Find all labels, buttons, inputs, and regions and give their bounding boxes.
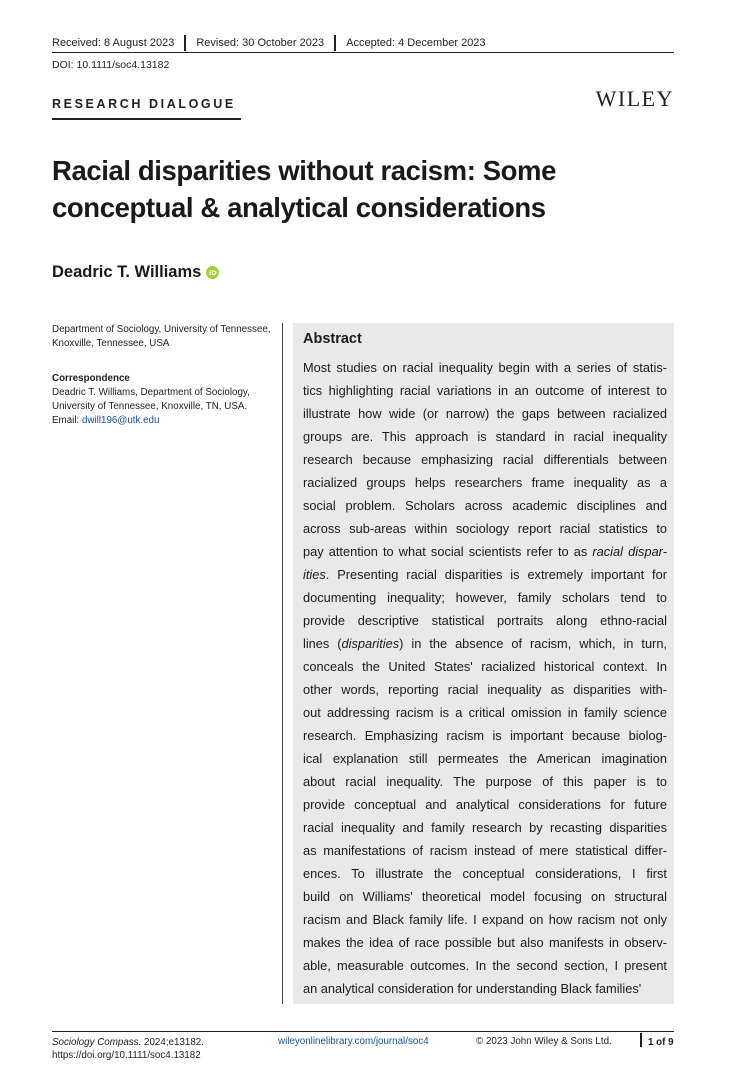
abstract-line: racial inequality and family research by recasting disparities [303,820,667,835]
abstract-line: research because emphasizing racial differentials between [303,452,667,467]
revised-date: Revised: 30 October 2023 [196,37,325,49]
abstract-line: Most studies on racial inequality begin with a series of statis- [303,360,667,375]
page-number: 1 of 9 [648,1037,674,1048]
footer-citation [52,1036,204,1062]
header-rule [52,52,674,53]
department-affiliation: Department of Sociology, University of Tennessee, Knoxville, Tennessee, USA [52,324,271,349]
footer-separator [640,1033,642,1047]
abstract-line: able, measurable outcomes. In the second section, I present [303,958,667,973]
abstract-line: social problem. Scholars across academic disciplines and [303,498,667,513]
abstract-panel [293,323,674,1004]
email-link[interactable]: dwill196@utk.edu [81,415,160,426]
received-date: Received: 8 August 2023 [52,37,175,49]
abstract-line: lines (disparities) in the absence of racism, which, in turn, [303,636,667,651]
author-line [52,263,219,282]
abstract-line: provide descriptive statistical portraits along ethno-racial [303,613,667,628]
abstract-line: ences. To illustrate the conceptual considerations, I first [303,866,667,881]
abstract-line: documenting inequality; however, family scholars tend to [303,590,667,605]
abstract-line: racism and Black family life. I expand on how racism not only [303,912,667,927]
orcid-icon-label: iD [209,268,217,277]
article-title: Racial disparities without racism: Some conceptual & analytical considerations [52,155,556,223]
date-separator [184,35,186,51]
section-underline [52,118,241,120]
abstract-line: makes the idea of race possible but also manifests in observ- [303,935,667,950]
publisher-logo: WILEY [595,86,674,111]
email-line [52,414,280,428]
abstract-line: provide conceptual and analytical considerations for future [303,797,667,812]
abstract-line: out addressing racism is a critical omission in family science [303,705,667,720]
doi-text: DOI: 10.1111/soc4.13182 [52,59,170,71]
abstract-line: about racial inequality. The purpose of this paper is to [303,774,667,789]
footer-rule [52,1031,674,1032]
accepted-date: Accepted: 4 December 2023 [346,37,486,49]
date-separator [334,35,336,51]
email-label: Email: [52,415,80,426]
abstract-line: research. Emphasizing racism is important because biolog- [303,728,667,743]
abstract-line: ical explanation still permeates the American imagination [303,751,667,766]
abstract-line: across sub-areas within sociology report racial statistics to [303,521,667,536]
abstract-heading: Abstract [303,331,362,347]
abstract-line: an analytical consideration for understanding Black families' [303,981,642,996]
abstract-line: ities. Presenting racial disparities is extremely important for [303,567,667,582]
abstract-line: groups are. This approach is standard in racial inequality [303,429,667,444]
orcid-icon[interactable] [206,266,219,279]
abstract-line: pay attention to what social scientists refer to as racial dispar- [303,544,667,559]
citation-text: 2024;e13182. [141,1037,204,1048]
abstract-body [303,356,667,1000]
journal-link[interactable]: wileyonlinelibrary.com/journal/soc4 [278,1036,429,1047]
abstract-line: conceals the United States' racialized historical context. In [303,659,667,674]
abstract-line: as manifestations of racism instead of mere statistical differ- [303,843,667,858]
correspondence-heading: Correspondence [52,373,130,384]
column-divider [282,323,283,1004]
footer-doi[interactable]: https://doi.org/10.1111/soc4.13182 [52,1050,201,1061]
abstract-line: tics highlighting racial variations in an outcome of interest to [303,383,667,398]
copyright-text: © 2023 John Wiley & Sons Ltd. [476,1036,612,1047]
abstract-line: build on Williams' theoretical model focusing on structural [303,889,667,904]
correspondence-address: Deadric T. Williams, Department of Sociology, University of Tennessee, Knoxville, TN, USA. [52,387,250,412]
author-name[interactable]: Deadric T. Williams [52,263,202,281]
affiliation-column [52,323,280,428]
abstract-line: illustrate how wide (or narrow) the gaps between racialized [303,406,667,421]
section-label: RESEARCH DIALOGUE [52,97,236,111]
abstract-line: other words, reporting racial inequality as disparities with- [303,682,667,697]
article-dates [52,35,486,51]
abstract-line: racialized groups helps researchers frame inequality as a [303,475,667,490]
journal-name: Sociology Compass. [52,1037,142,1048]
